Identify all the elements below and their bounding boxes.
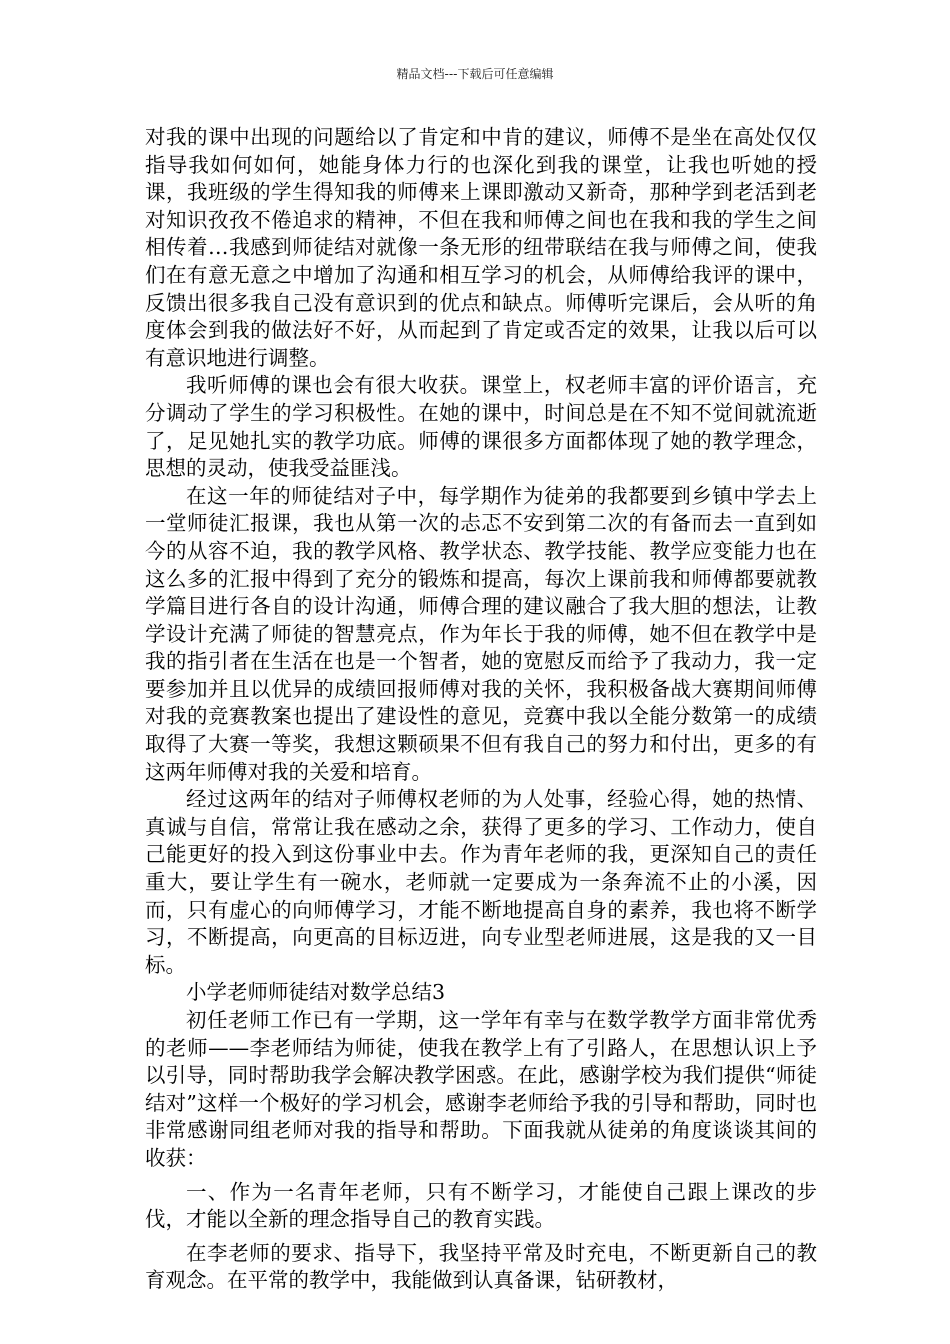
paragraph-listening-gains: 我听师傅的课也会有很大收获。课堂上，权老师丰富的评价语言，充分调动了学生的学习积极性。在她的课中，时间总是在不知不觉间就流逝了，足见她扎实的教学功底。师傅的课很多方面都体现了她的教学理念，思想的灵动，使我受益匪浅。 xyxy=(145,373,817,481)
paragraph-continuation: 对我的课中出现的问题给以了肯定和中肯的建议，师傅不是坐在高处仅仅指导我如何如何，她能身体力行的也深化到我的课堂，让我也听她的授课，我班级的学生得知我的师傅来上课即激动又新奇，那种学到老活到老对知识孜孜不倦追求的精神，不但在我和师傅之间也在我和我的学生之间相传着…我感到师徒结对就像一条无形的纽带联结在我与师傅之间，使我们在有意无意之中增加了沟通和相互学习的机会，从师傅给我评的课中，反馈出很多我自己没有意识到的优点和缺点。师傅听完课后，会从听的角度体会到我的做法好不好，从而起到了肯定或否定的效果，让我以后可以有意识地进行调整。 xyxy=(145,125,817,370)
paragraph-point-one: 一、作为一名青年老师，只有不断学习，才能使自己跟上课改的步伐，才能以全新的理念指导自己的教育实践。 xyxy=(145,1179,817,1232)
paragraph-two-years: 经过这两年的结对子师傅权老师的为人处事，经验心得，她的热情、真诚与自信，常常让我在感动之余，获得了更多的学习、工作动力，使自己能更好的投入到这份事业中去。作为青年老师的我，更深知自己的责任重大，要让学生有一碗水，老师就一定要成为一条奔流不止的小溪，因而，只有虚心的向师傅学习，才能不断地提高自身的素养，我也将不断学习，不断提高，向更高的目标迈进，向专业型老师进展，这是我的又一目标。 xyxy=(145,787,817,977)
paragraph-guidance: 在李老师的要求、指导下，我坚持平常及时充电，不断更新自己的教育观念。在平常的教学中，我能做到认真备课，钻研教材， xyxy=(145,1240,817,1293)
paragraph-report-lessons: 在这一年的师徒结对子中，每学期作为徒弟的我都要到乡镇中学去上一堂师徒汇报课，我也从第一次的忐忑不安到第二次的有备而去一直到如今的从容不迫，我的教学风格、教学状态、教学技能、教学应变能力也在这么多的汇报中得到了充分的锻炼和提高，每次上课前我和师傅都要就教学篇目进行各自的设计沟通，师傅合理的建议融合了我大胆的想法，让教学设计充满了师徒的智慧亮点，作为年长于我的师傅，她不但在教学中是我的指引者在生活在也是一个智者，她的宽慰反而给予了我动力，我一定要参加并且以优异的成绩回报师傅对我的关怀，我积极备战大赛期间师傅对我的竞赛教案也提出了建设性的意见，竞赛中我以全能分数第一的成绩取得了大赛一等奖，我想这颗硕果不但有我自己的努力和付出，更多的有这两年师傅对我的关爱和培育。 xyxy=(145,483,817,784)
section-title: 小学老师师徒结对数学总结3 xyxy=(186,980,446,1005)
document-body xyxy=(145,124,817,1295)
page-header: 精品文档---下载后可任意编辑 xyxy=(396,67,554,81)
paragraph-intro-new-teacher: 初任老师工作已有一学期，这一学年有幸与在数学教学方面非常优秀的老师——李老师结为师徒，使我在教学上有了引路人，在思想认识上予以引导，同时帮助我学会解决教学困惑。在此，感谢学校为我们提供“师徒结对”这样一个极好的学习机会，感谢李老师给予我的引导和帮助，同时也非常感谢同组老师对我的指导和帮助。下面我就从徒弟的角度谈谈其间的收获： xyxy=(145,1008,817,1170)
